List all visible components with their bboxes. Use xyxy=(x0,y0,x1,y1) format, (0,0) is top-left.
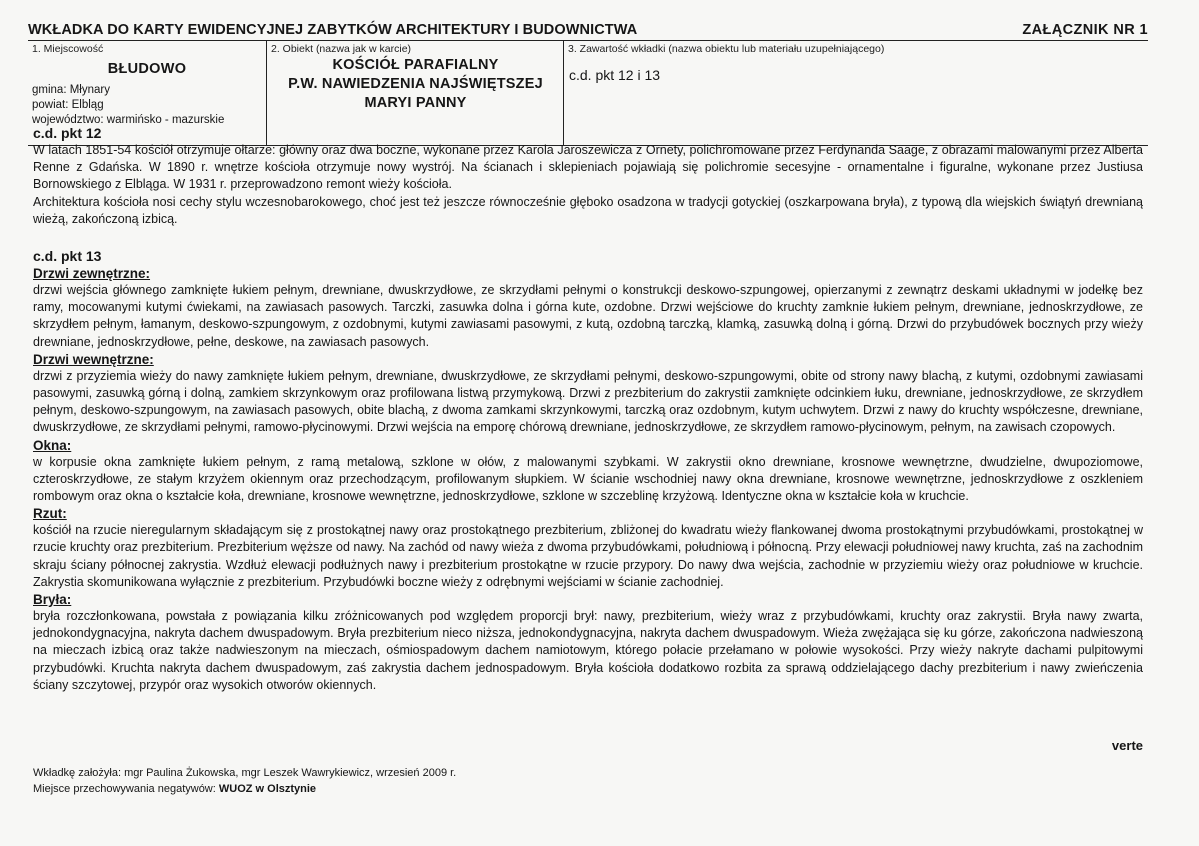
gmina-text: gmina: Młynary xyxy=(32,84,110,96)
windows-text: w korpusie okna zamknięte łukiem pełnym, z ramą metalową, szklone w ołów, z malowanymi szybkami. W zakrystii okno drewniane, krosnowe wewnętrzne, dwudzielne, dwupoziomowe, czteroskrzydłowe, ze stałym krzyżem okiennym oraz przechodzącym, profilowanym słupkiem. W ścianie wschodniej nawy okna drewniane, krosnowe wewnętrzne, jednoskrzydłowe z oszkleniem rombowym oraz okna o kształcie koła, drewniane, krosnowe wewnętrzne, jednoskrzydłowe, szklone w szczeblinę krzyżową. Identyczne okna w kształcie koła w kruchcie. xyxy=(33,454,1143,504)
object-name-line3: MARYI PANNY xyxy=(364,95,467,111)
footer xyxy=(33,765,456,797)
locality-label: 1. Miejscowość xyxy=(32,43,104,55)
verte-label: verte xyxy=(1111,738,1143,753)
object-name-line1: KOŚCIÓŁ PARAFIALNY xyxy=(332,57,499,73)
powiat-text: powiat: Elbląg xyxy=(32,99,104,111)
object-name-line2: P.W. NAWIEDZENIA NAJŚWIĘTSZEJ xyxy=(288,76,543,92)
section-13-title: c.d. pkt 13 xyxy=(33,248,102,265)
windows-heading: Okna: xyxy=(33,437,72,453)
footer-storage-prefix: Miejsce przechowywania negatywów: xyxy=(33,783,216,795)
footer-author: Wkładkę założyła: mgr Paulina Żukowska, mgr Leszek Wawrykiewicz, wrzesień 2009 r. xyxy=(33,767,457,779)
section-12-title: c.d. pkt 12 xyxy=(33,125,102,141)
interior-doors-heading: Drzwi wewnętrzne: xyxy=(33,351,154,367)
footer-storage-value: WUOZ w Olsztynie xyxy=(218,783,317,795)
annex-number: ZAŁĄCZNIK NR 1 xyxy=(1022,22,1148,38)
plan-text: kościół na rzucie nieregularnym składającym się z prostokątnej nawy oraz prostokątnego prezbiterium, zbliżonej do kwadratu wieży flankowanej dwoma prostokątnymi przybudówkami, prostokątnej w rzucie kruchty oraz prezbiterium. Prezbiterium węższe od nawy. Na zachód od nawy wieża z dwoma przybudówkami, południową i północną. Przy elewacji południowej nawy kruchta, zaś na zachodnim skraju ściany północnej zakrystia. Wzdłuż elewacji podłużnych nawy i prezbiterium prostokątne w rzucie przypory. Do nawy dwa wejścia, zachodnie w przyziemiu wieży oraz południowe w kruchcie. Zakrystia skomunikowana wyłącznie z prezbiterium. Przybudówki boczne wieży z odrębnymi wejściami w ścianie zachodniej. xyxy=(33,523,1143,589)
wojewodztwo-text: województwo: warmińsko - mazurskie xyxy=(32,114,225,126)
document-title: WKŁADKA DO KARTY EWIDENCYJNEJ ZABYTKÓW ARCHITEKTURY I BUDOWNICTWA xyxy=(28,22,638,38)
mass-text: bryła rozczłonkowana, powstała z powiązania kilku zróżnicowanych pod względem proporcji brył: nawy, prezbiterium, wieży wraz z przybudówkami, kruchty oraz zakrystii. Bryła nawy zwarta, jednokondygnacyjna, nakryta dachem dwuspadowym. Bryła prezbiterium nieco niższa, jednokondygnacyjna, nakryta dachem dwuspadowym. Wieża zwężająca się ku górze, zakończona nadwieszoną na mieczach izbicą oraz także nadwieszonym na mieczach, ośmiospadowym dachem namiotowym, którego połacie przełamano w połowie wysokości. Przy wieży nakryte dachami pulpitowymi przybudówki. Kruchta nakryta dachem dwuspadowym, zaś zakrystia dachem jednospadowym. Bryła kościoła dodatkowo rozbita za sprawą oddzielającego dachy prezbiterium i nawy zwieńczenia ściany szczytowej, przypór oraz wysokich otworów okiennych. xyxy=(33,609,1143,692)
section-12-paragraph-1: W latach 1851-54 kościół otrzymuje ołtarze: główny oraz dwa boczne, wykonane przez Karola Jaroszewicza z Ornety, polichromowane przez Ferdynanda Saage, z obrazami malowanymi przez Alberta Renne z Gdańska. W 1890 r. wnętrze kościoła otrzymuje nowy wystrój. Na ścianach i sklepieniach pojawiają się polichromie secesyjne - ornamentalne i figuralne, wykonane przez Justiusa Bornowskiego z Elbląga. W 1931 r. przeprowadzono remont wieży kościoła. xyxy=(33,143,1143,192)
object-label: 2. Obiekt (nazwa jak w karcie) xyxy=(271,43,412,55)
exterior-doors-text: drzwi wejścia głównego zamknięte łukiem pełnym, drewniane, dwuskrzydłowe, ze skrzydłami pełnymi o konstrukcji deskowo-szpungowej, opierzanymi z zewnątrz deskami układnymi w jodełkę bez ramy, mocowanymi kutymi ćwiekami, na zawiasach pasowych. Tarczki, zasuwka dolna i górna kute, ozdobne. Drzwi wejściowe do kruchty zamknie łukiem pełnym, drewniane, jednoskrzydłowe, ze skrzydłem pełnym, łamanym, deskowo-szpungowym, z ozdobnymi, kutymi zawiasami pasowymi, z kutą, ozdobną tarczką, klamką, zasuwką dolną i górną. Drzwi do przybudówek bocznych przy wieży drewniane, jednoskrzydłowe, pełne, deskowe, na zawiasach pasowych. xyxy=(33,283,1143,349)
locality-name: BŁUDOWO xyxy=(107,61,187,77)
interior-doors-text: drzwi z przyziemia wieży do nawy zamknięte łukiem pełnym, drewniane, dwuskrzydłowe, ze skrzydłami pełnymi, deskowo-szpungowymi, obite od strony nawy blachą, z kutymi, ozdobnymi zawiasami pasowymi, zasuwką górną i dolną, zamkiem skrzynkowym oraz profilowana listwą przymykową. Drzwi z prezbiterium do zakrystii zamknięte odcinkiem łuku, drewniane, jednoskrzydłowe, ze skrzydłem pełnym, deskowo-szpungowym, na zawiasach pasowych, obite blachą, z dwoma zamkami skrzynkowymi, tarczką oraz ozdobnym, kutym uchwytem. Drzwi z nawy do kruchty współczesne, drewniane, dwuskrzydłowe, ze skrzydłami pełnymi, ramowo-płycinowymi. Drzwi wejścia na emporę chórową drewniane, jednoskrzydłowe, ze skrzydłem ramowo-płycinowym, pełnym, na zawisach czopowych. xyxy=(33,368,1143,435)
contents-value: c.d. pkt 12 i 13 xyxy=(569,67,661,83)
document-body xyxy=(33,125,1143,694)
plan-heading: Rzut: xyxy=(33,506,67,522)
section-12-paragraph-2: Architektura kościoła nosi cechy stylu wczesnobarokowego, choć jest też jeszcze równocześnie głęboko osadzona w tradycji gotyckiej (oszkarpowana bryła), z typową dla wiejskich świątyń drewnianą wieżą, zakończoną izbicą. xyxy=(33,194,1143,226)
contents-label: 3. Zawartość wkładki (nazwa obiektu lub materiału uzupełniającego) xyxy=(568,43,885,55)
exterior-doors-heading: Drzwi zewnętrzne: xyxy=(33,266,151,282)
footer-storage xyxy=(33,781,456,797)
mass-heading: Bryła: xyxy=(33,592,72,608)
